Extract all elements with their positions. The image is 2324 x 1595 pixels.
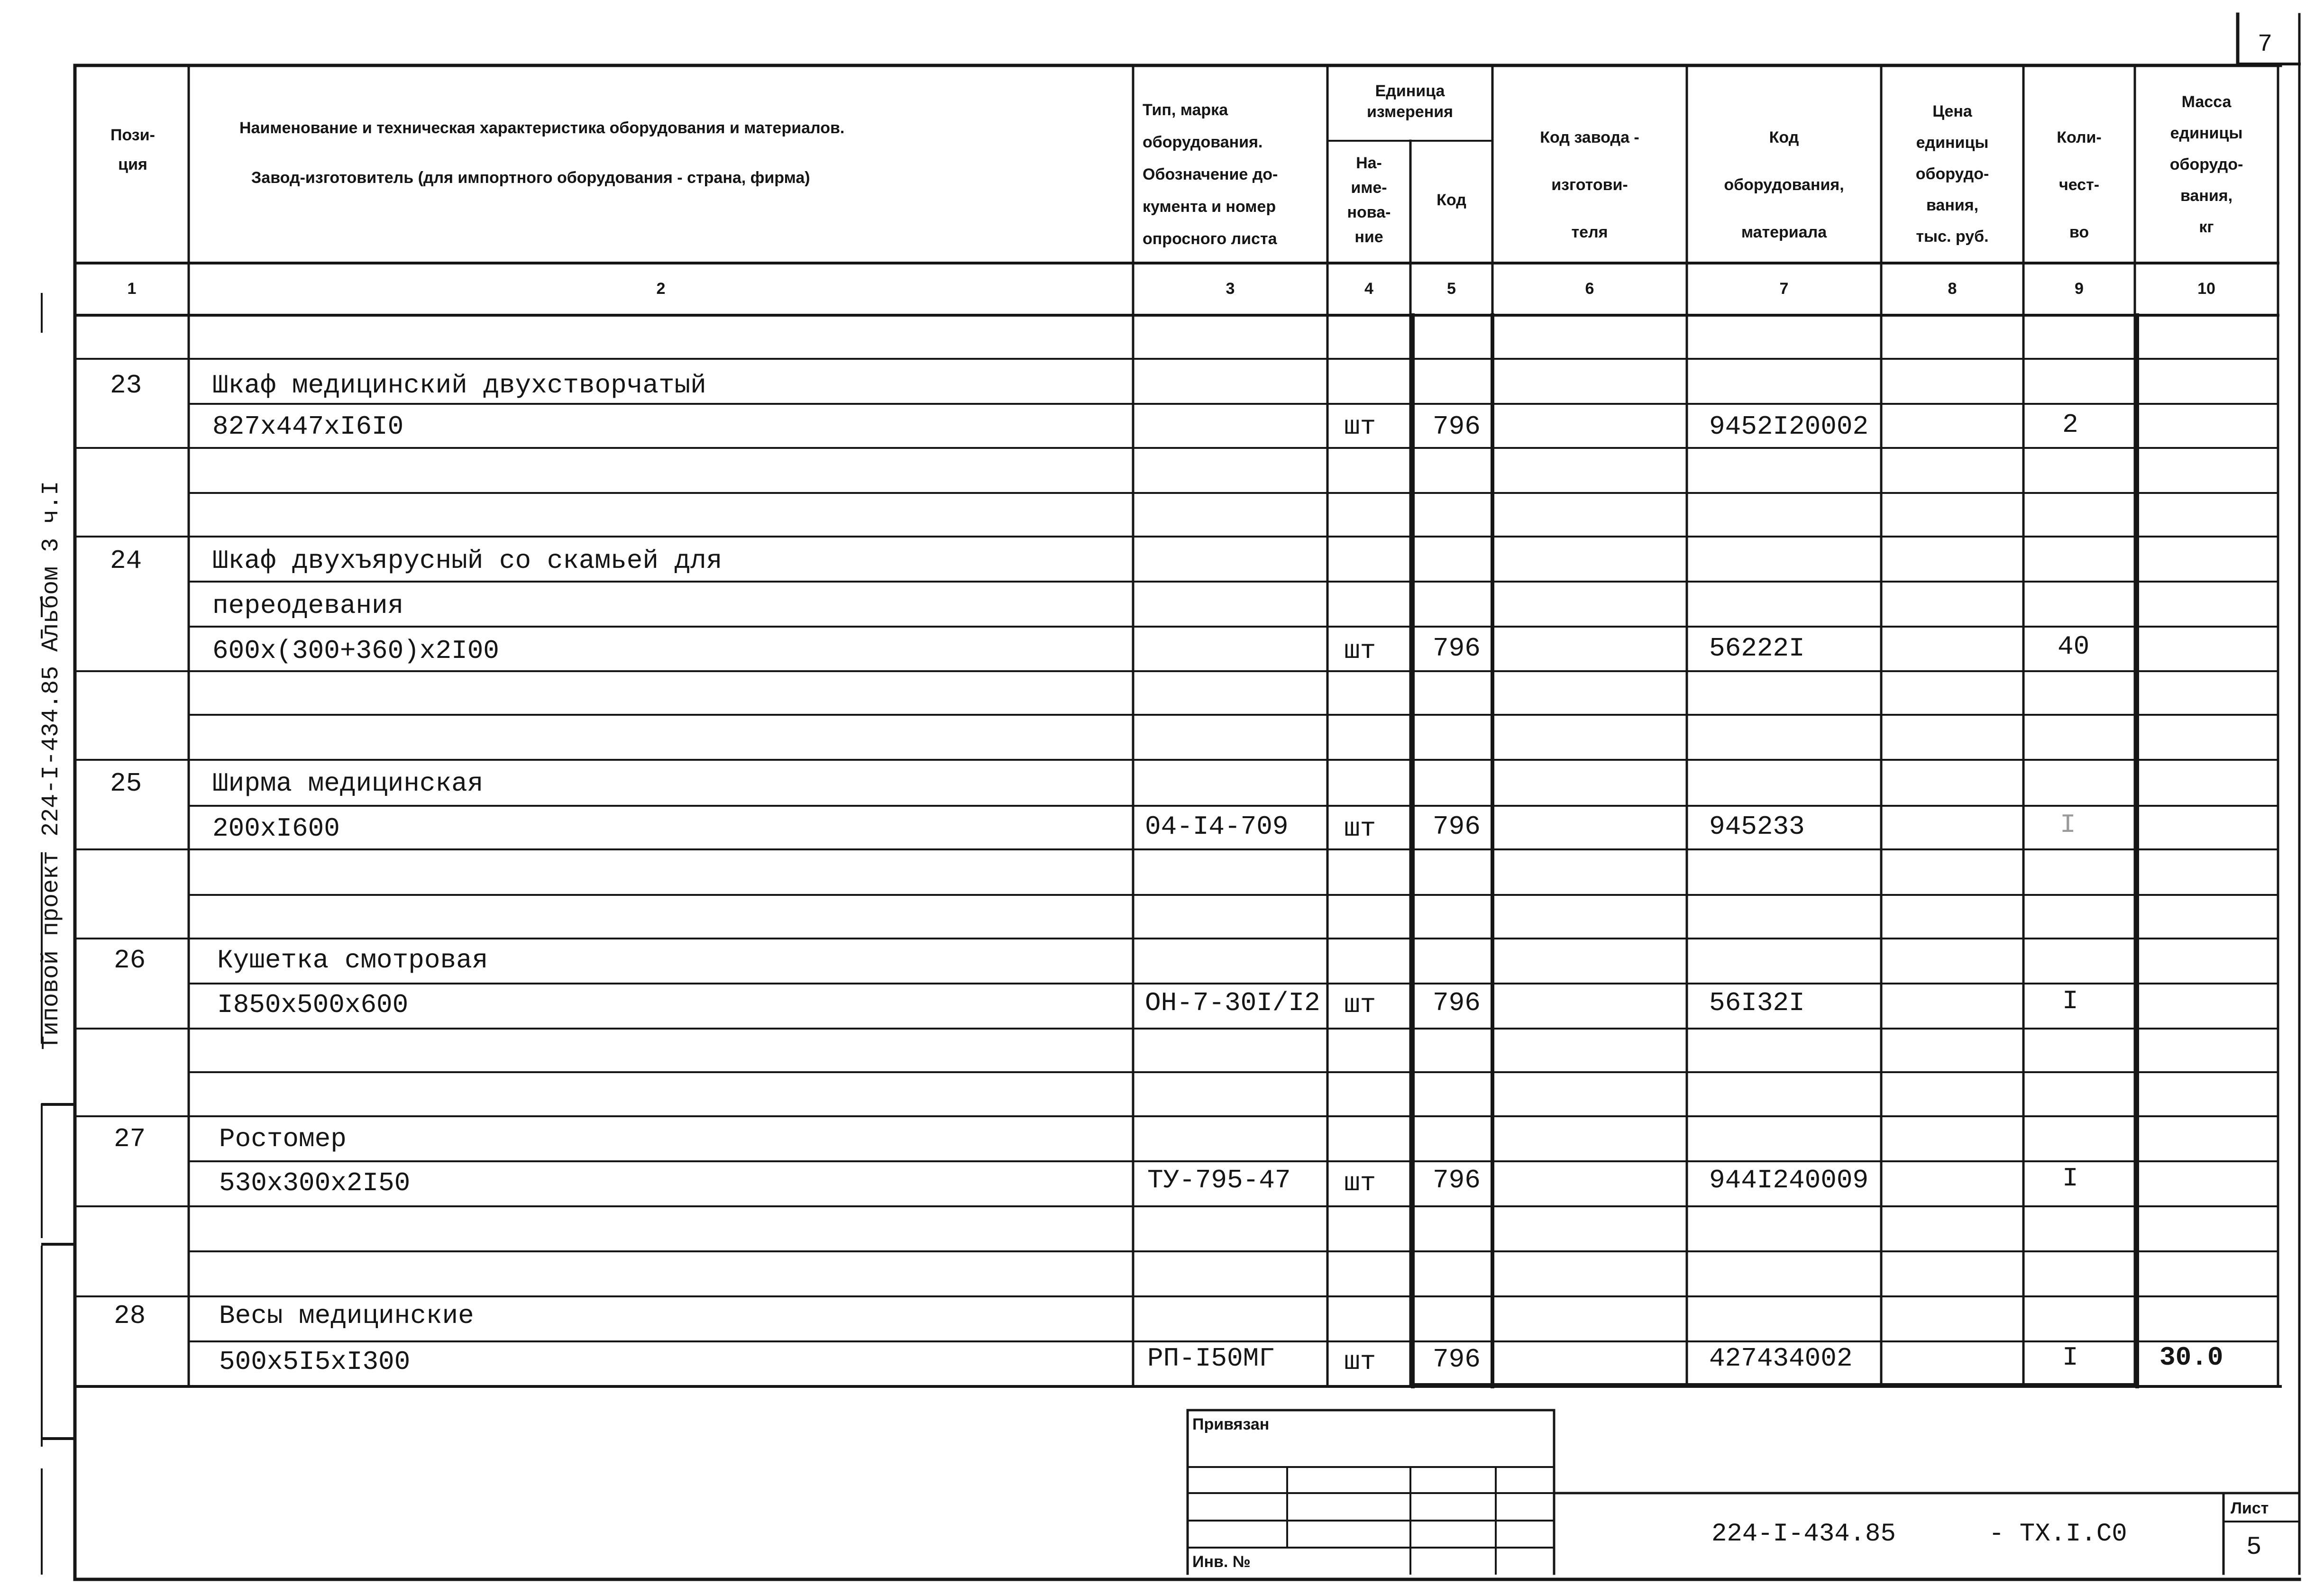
row-quantity: I — [2060, 810, 2076, 840]
header-unit-name: На- име- нова- ние — [1347, 154, 1391, 246]
side-title: Типовой проект 224-I-434.85 Альбом 3 ч.I — [38, 481, 65, 1050]
row-unit: шт — [1344, 636, 1376, 666]
row-unit: шт — [1344, 1168, 1376, 1198]
row-mass: 30.0 — [2159, 1342, 2223, 1373]
row-name: 827x447xI6I0 — [212, 411, 404, 442]
document-mark: - ТХ.I.С0 — [1989, 1520, 2127, 1549]
header-factory-code: Код завода - изготови- теля — [1540, 128, 1639, 241]
inventory-label: Инв. № — [1192, 1553, 1251, 1571]
sheet-number: 5 — [2246, 1533, 2262, 1562]
row-equipment-code: 427434002 — [1709, 1343, 1853, 1374]
row-name: Ширма медицинская — [212, 768, 484, 799]
row-name: Шкаф медицинский двухстворчатый — [212, 370, 706, 401]
row-equipment-code: 9452I20002 — [1709, 411, 1869, 442]
row-equipment-code: 56222I — [1709, 633, 1805, 664]
row-position: 28 — [114, 1301, 146, 1331]
row-unit: шт — [1344, 990, 1376, 1020]
row-unit: шт — [1344, 813, 1376, 844]
bound-label: Привязан — [1192, 1415, 1270, 1433]
row-type: ОН-7-30I/I2 — [1145, 988, 1320, 1018]
sheet-label: Лист — [2231, 1499, 2269, 1517]
row-unit-code: 796 — [1433, 988, 1481, 1018]
col-number: 8 — [1948, 280, 1957, 298]
col-number: 10 — [2197, 280, 2215, 298]
col-number: 4 — [1364, 280, 1373, 298]
header-price: Цена единицы оборудо- вания, тыс. руб. — [1915, 102, 1989, 246]
row-equipment-code: 56I32I — [1709, 988, 1805, 1018]
header-name-line2: Завод-изготовитель (для импортного оборудования - страна, фирма) — [251, 169, 810, 187]
row-quantity: I — [2062, 1342, 2078, 1373]
row-name: 500x5I5xI300 — [219, 1347, 411, 1377]
header-position: Пози- ция — [110, 126, 155, 173]
col-number: 3 — [1226, 280, 1235, 298]
row-position: 24 — [110, 546, 142, 576]
row-name: 530x300x2I50 — [219, 1168, 411, 1198]
row-equipment-code: 944I240009 — [1709, 1165, 1869, 1195]
row-unit-code: 796 — [1433, 633, 1481, 664]
row-position: 23 — [110, 370, 142, 401]
row-name: Весы медицинские — [219, 1301, 474, 1331]
header-unit-group: Единица измерения — [1367, 82, 1453, 121]
col-number: 6 — [1585, 280, 1594, 298]
col-number: 7 — [1779, 280, 1789, 298]
col-number: 1 — [127, 280, 137, 298]
row-unit: шт — [1344, 411, 1376, 442]
row-name: Ростомер — [219, 1124, 347, 1154]
row-quantity: 40 — [2058, 631, 2090, 662]
row-equipment-code: 945233 — [1709, 811, 1805, 842]
document-code: 224-I-434.85 — [1711, 1520, 1896, 1549]
row-position: 25 — [110, 768, 142, 799]
row-quantity: 2 — [2062, 410, 2078, 440]
row-type: 04-I4-709 — [1145, 811, 1289, 842]
row-name: 600x(300+360)x2I00 — [212, 636, 499, 666]
row-unit-code: 796 — [1433, 1165, 1481, 1195]
header-mass: Масса единицы оборудо- вания, кг — [2169, 93, 2243, 236]
row-name: переодевания — [212, 591, 404, 621]
row-position: 27 — [114, 1124, 146, 1154]
header-unit-code: Код — [1436, 191, 1466, 209]
col-number: 2 — [656, 280, 666, 298]
header-quantity: Коли- чест- во — [2057, 128, 2102, 241]
header-equipment-code: Код оборудования, материала — [1724, 128, 1844, 241]
header-type: Тип, марка оборудования. Обозначение до- кумента и номер опросного листа — [1143, 101, 1278, 248]
row-name: 200xI600 — [212, 813, 340, 844]
row-name: I850x500x600 — [217, 990, 409, 1020]
row-unit-code: 796 — [1433, 411, 1481, 442]
header-name-line1: Наименование и техническая характеристика оборудования и материалов. — [239, 119, 845, 137]
row-position: 26 — [114, 945, 146, 975]
row-type: ТУ-795-47 — [1147, 1165, 1291, 1195]
row-unit: шт — [1344, 1347, 1376, 1377]
row-name: Кушетка смотровая — [217, 945, 488, 975]
col-number: 9 — [2075, 280, 2084, 298]
row-name: Шкаф двухъярусный со скамьей для — [212, 546, 723, 576]
row-unit-code: 796 — [1433, 1344, 1481, 1375]
row-quantity: I — [2062, 986, 2078, 1016]
col-number: 5 — [1447, 280, 1456, 298]
row-quantity: I — [2062, 1163, 2078, 1194]
row-unit-code: 796 — [1433, 811, 1481, 842]
page-number: 7 — [2258, 30, 2273, 58]
row-type: РП-I50МГ — [1147, 1343, 1275, 1374]
